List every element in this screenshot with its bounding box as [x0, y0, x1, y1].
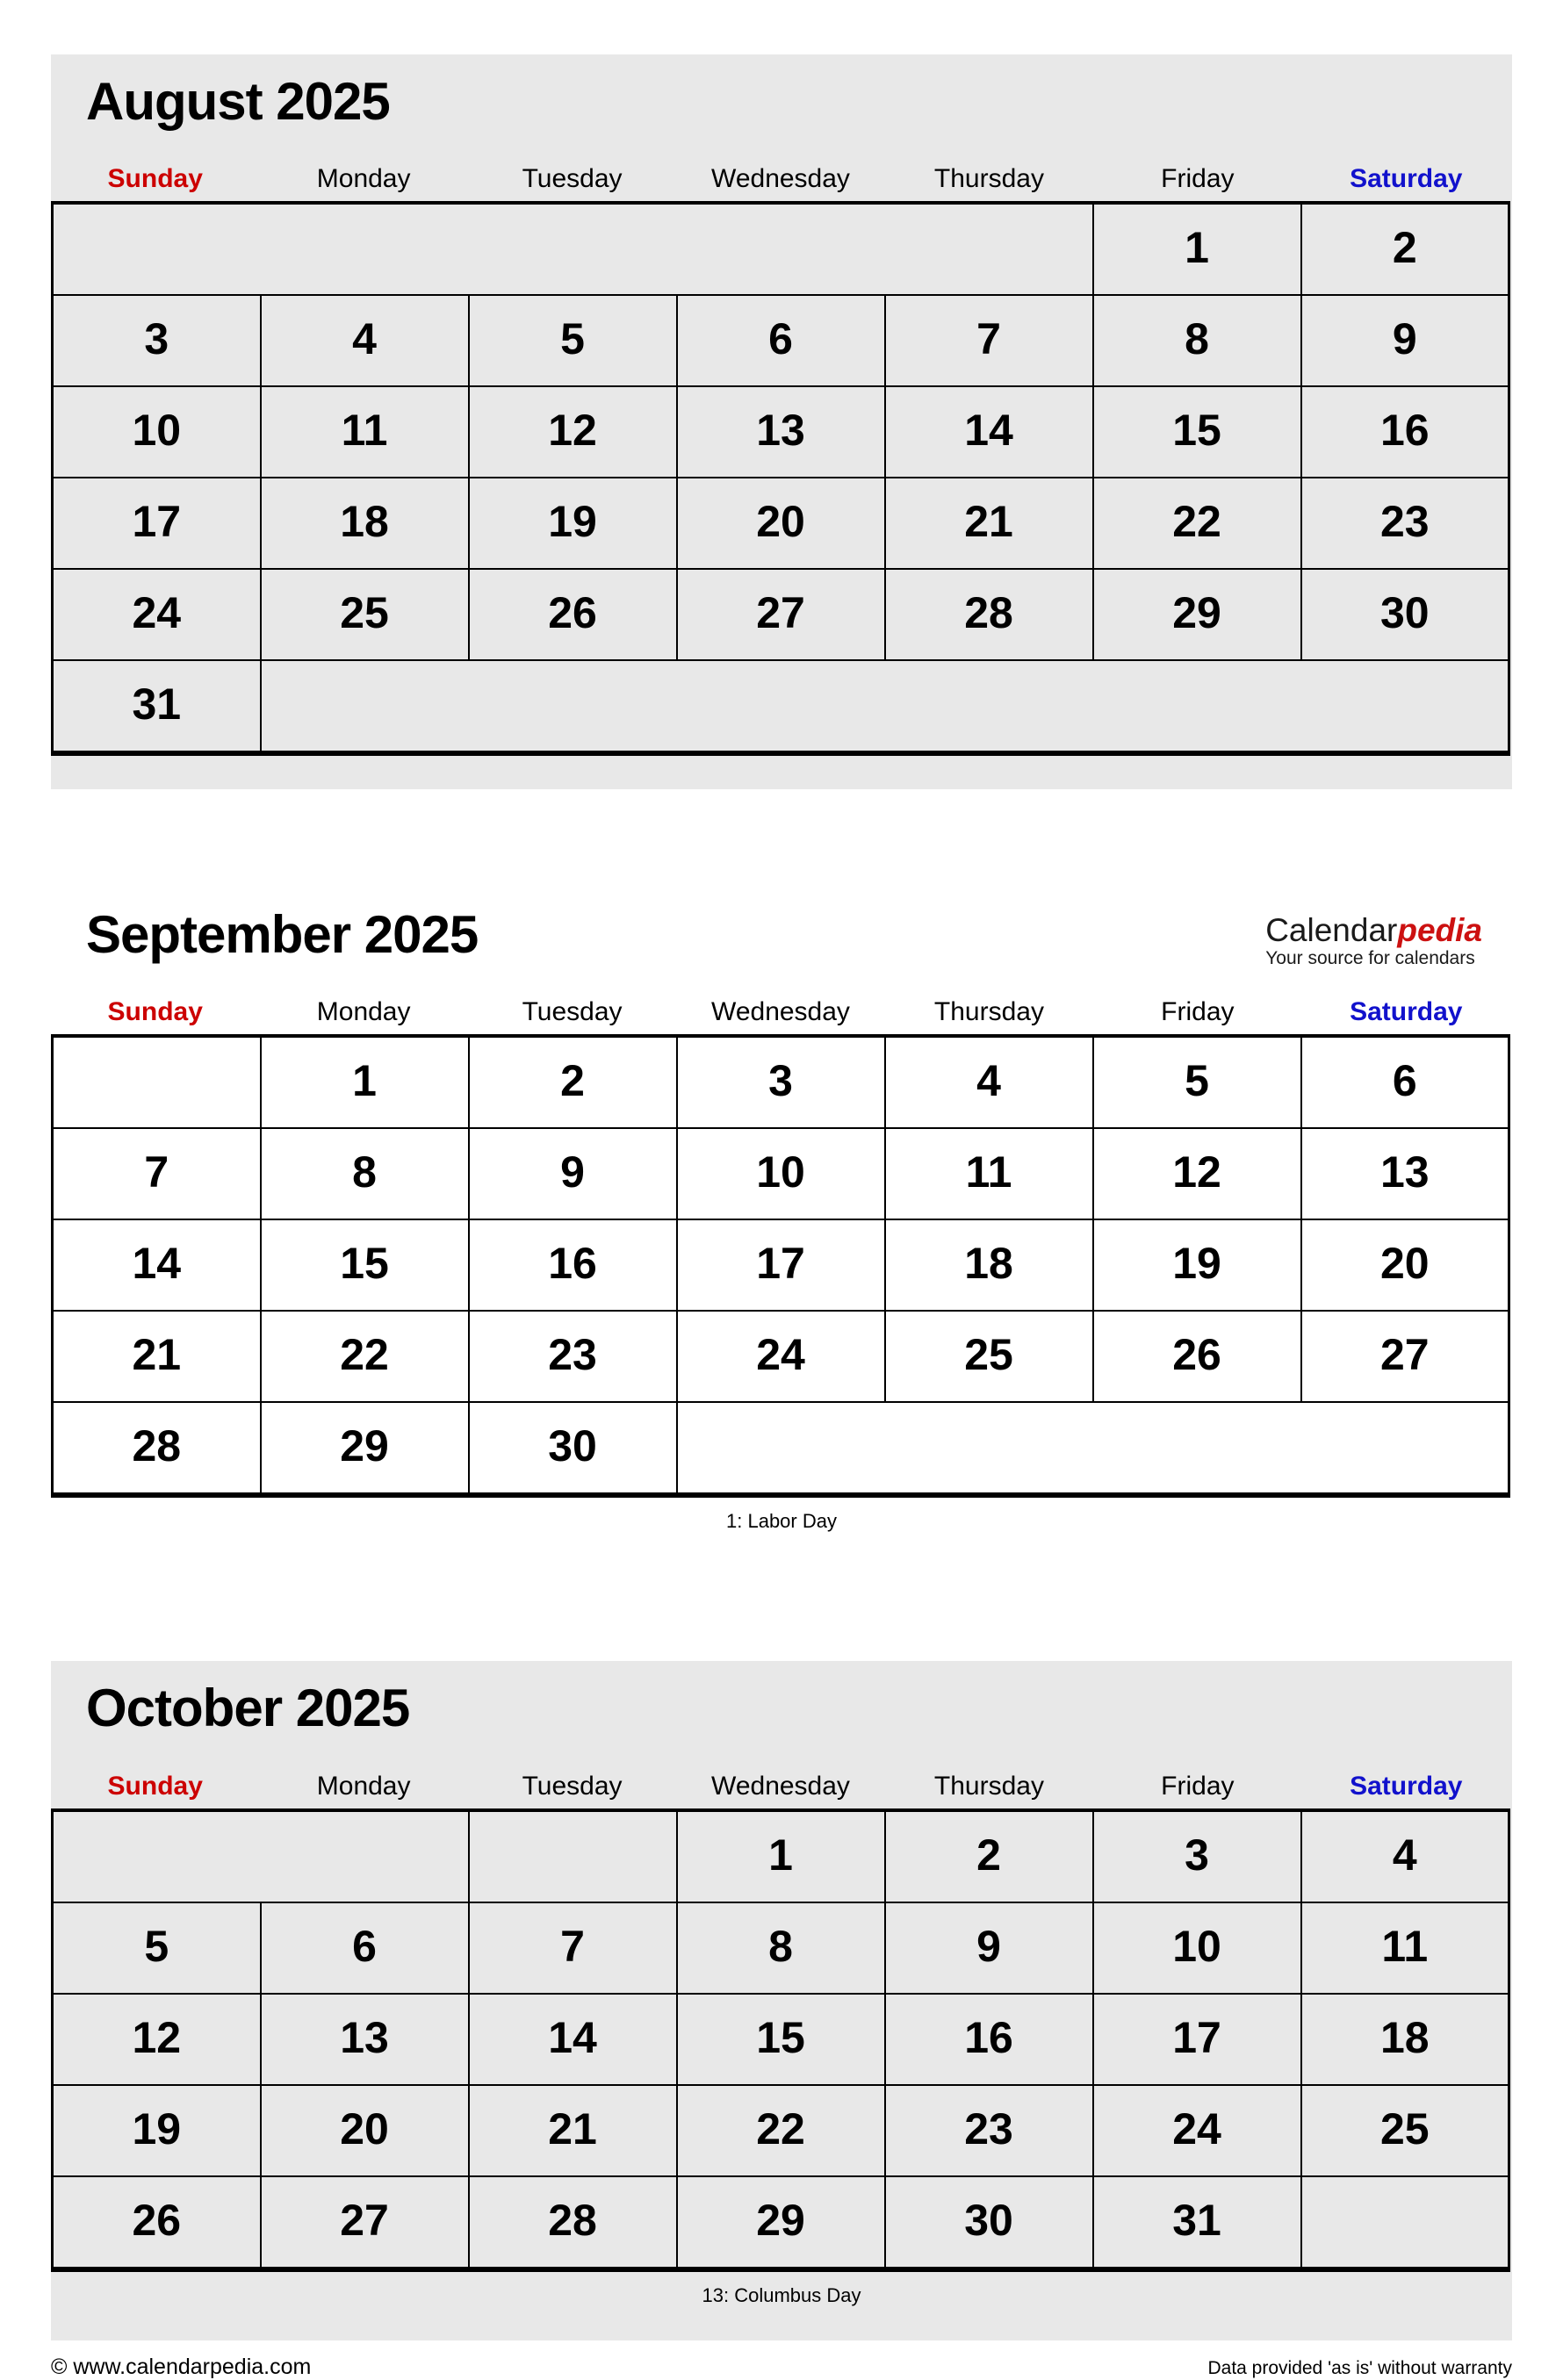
calendar-week-row [53, 295, 1509, 386]
day-cell-13: 13 [1301, 1128, 1509, 1219]
day-cell-16: 16 [1301, 386, 1509, 478]
day-cell-22: 22 [261, 1311, 469, 1402]
footer-copyright: © www.calendarpedia.com [51, 2354, 312, 2379]
day-cell-11: 11 [885, 1128, 1093, 1219]
day-cell-25: 25 [885, 1311, 1093, 1402]
day-cell-21: 21 [53, 1311, 261, 1402]
day-cell-15: 15 [1093, 386, 1301, 478]
day-cell-3: 3 [677, 1036, 885, 1128]
page-footer [51, 2355, 1512, 2380]
day-header-monday: Monday [316, 164, 411, 194]
holiday-note-october: 13: Columbus Day [702, 2283, 861, 2306]
day-header-thursday: Thursday [933, 997, 1044, 1027]
day-cell-20: 20 [261, 2085, 469, 2176]
day-cell-14: 14 [53, 1219, 261, 1311]
day-cell-15: 15 [677, 1994, 885, 2085]
day-header-saturday: Saturday [1350, 164, 1463, 194]
day-cell-5: 5 [53, 1902, 261, 1994]
top-margin [0, 0, 1563, 54]
logo-wordmark [1265, 914, 1482, 948]
day-header-thursday: Thursday [933, 164, 1044, 194]
calendar-week-row [53, 478, 1509, 569]
empty-cell [53, 203, 1093, 295]
day-cell-6: 6 [677, 295, 885, 386]
day-cell-27: 27 [677, 569, 885, 660]
month-section-august [51, 54, 1512, 789]
day-cell-30: 30 [885, 2176, 1093, 2269]
day-cell-31: 31 [53, 660, 261, 753]
day-header-wednesday: Wednesday [711, 1771, 850, 1801]
calendar-week-row [53, 660, 1509, 753]
day-header-tuesday: Tuesday [522, 164, 623, 194]
day-header-monday: Monday [316, 1771, 411, 1801]
calendar-week-row [53, 1810, 1509, 1902]
day-cell-12: 12 [53, 1994, 261, 2085]
day-cell-19: 19 [469, 478, 677, 569]
day-cell-2: 2 [1301, 203, 1509, 295]
logo-tagline: Your source for calendars [1265, 948, 1475, 969]
day-cell-23: 23 [1301, 478, 1509, 569]
month-title-september: September 2025 [86, 905, 479, 965]
day-cell-26: 26 [53, 2176, 261, 2269]
calendar-table-september [51, 1034, 1510, 1498]
empty-cell [261, 660, 1509, 753]
month-title-august: August 2025 [86, 72, 390, 131]
day-cell-18: 18 [1301, 1994, 1509, 2085]
section-gap [51, 1566, 1512, 1661]
day-header-friday: Friday [1161, 164, 1235, 194]
day-cell-18: 18 [885, 1219, 1093, 1311]
day-header-thursday: Thursday [933, 1771, 1044, 1801]
day-header-sunday: Sunday [107, 164, 203, 194]
day-cell-16: 16 [469, 1219, 677, 1311]
day-cell-19: 19 [1093, 1219, 1301, 1311]
day-header-monday: Monday [316, 997, 411, 1027]
day-cell-24: 24 [1093, 2085, 1301, 2176]
day-cell-7: 7 [53, 1128, 261, 1219]
day-cell-25: 25 [261, 569, 469, 660]
day-cell-15: 15 [261, 1219, 469, 1311]
day-cell-12: 12 [469, 386, 677, 478]
day-cell-30: 30 [469, 1402, 677, 1495]
day-cell-9: 9 [885, 1902, 1093, 1994]
day-cell-14: 14 [469, 1994, 677, 2085]
day-header-friday: Friday [1161, 1771, 1235, 1801]
day-header-row-september [51, 994, 1510, 1031]
day-cell-11: 11 [261, 386, 469, 478]
day-cell-21: 21 [885, 478, 1093, 569]
day-cell-10: 10 [1093, 1902, 1301, 1994]
day-cell-8: 8 [677, 1902, 885, 1994]
day-cell-8: 8 [1093, 295, 1301, 386]
calendar-table-october [51, 1808, 1510, 2272]
day-header-row-october [51, 1768, 1510, 1805]
day-cell-13: 13 [261, 1994, 469, 2085]
day-cell-23: 23 [885, 2085, 1093, 2176]
day-cell-30: 30 [1301, 569, 1509, 660]
day-cell-20: 20 [677, 478, 885, 569]
section-gap [51, 789, 1512, 888]
day-header-friday: Friday [1161, 997, 1235, 1027]
day-header-sunday: Sunday [107, 1771, 203, 1801]
empty-cell [53, 1810, 469, 1902]
day-cell-19: 19 [53, 2085, 261, 2176]
day-cell-28: 28 [469, 2176, 677, 2269]
day-cell-3: 3 [53, 295, 261, 386]
day-cell-12: 12 [1093, 1128, 1301, 1219]
day-cell-5: 5 [469, 295, 677, 386]
day-cell-29: 29 [1093, 569, 1301, 660]
day-cell-22: 22 [1093, 478, 1301, 569]
day-header-wednesday: Wednesday [711, 997, 850, 1027]
day-cell-26: 26 [1093, 1311, 1301, 1402]
day-cell-6: 6 [261, 1902, 469, 1994]
day-cell-22: 22 [677, 2085, 885, 2176]
day-cell-27: 27 [1301, 1311, 1509, 1402]
empty-cell [677, 1402, 1509, 1495]
day-cell-4: 4 [885, 1036, 1093, 1128]
logo-part-black: Calendar [1265, 912, 1398, 949]
day-header-wednesday: Wednesday [711, 164, 850, 194]
day-cell-10: 10 [677, 1128, 885, 1219]
day-cell-5: 5 [1093, 1036, 1301, 1128]
day-cell-1: 1 [261, 1036, 469, 1128]
calendar-week-row [53, 203, 1509, 295]
day-header-saturday: Saturday [1350, 997, 1463, 1027]
day-cell-26: 26 [469, 569, 677, 660]
calendar-week-row [53, 2085, 1509, 2176]
day-cell-1: 1 [1093, 203, 1301, 295]
day-cell-3: 3 [1093, 1810, 1301, 1902]
day-cell-21: 21 [469, 2085, 677, 2176]
september-title-row [51, 905, 1512, 994]
day-cell-2: 2 [469, 1036, 677, 1128]
calendar-week-row [53, 1402, 1509, 1495]
month-section-september [51, 888, 1512, 1566]
day-cell-6: 6 [1301, 1036, 1509, 1128]
calendar-week-row [53, 1994, 1509, 2085]
day-cell-17: 17 [677, 1219, 885, 1311]
day-cell-10: 10 [53, 386, 261, 478]
logo-part-red: pedia [1397, 912, 1482, 949]
day-cell-20: 20 [1301, 1219, 1509, 1311]
calendar-week-row [53, 1311, 1509, 1402]
day-cell-24: 24 [677, 1311, 885, 1402]
day-cell-9: 9 [1301, 295, 1509, 386]
day-cell-9: 9 [469, 1128, 677, 1219]
day-cell-28: 28 [53, 1402, 261, 1495]
empty-cell [53, 1036, 261, 1128]
day-cell-24: 24 [53, 569, 261, 660]
day-header-row-august [51, 161, 1510, 198]
calendar-week-row [53, 1036, 1509, 1128]
month-section-october [51, 1661, 1512, 2340]
day-cell-4: 4 [261, 295, 469, 386]
footer-disclaimer: Data provided 'as is' without warranty [1207, 2357, 1512, 2378]
day-header-tuesday: Tuesday [522, 1771, 623, 1801]
month-title-october: October 2025 [86, 1679, 410, 1738]
day-cell-13: 13 [677, 386, 885, 478]
calendar-week-row [53, 1219, 1509, 1311]
day-cell-14: 14 [885, 386, 1093, 478]
logo-calendarpedia [1265, 914, 1482, 968]
empty-cell [1301, 2176, 1509, 2269]
day-cell-2: 2 [885, 1810, 1093, 1902]
day-cell-29: 29 [261, 1402, 469, 1495]
calendar-table-august [51, 201, 1510, 756]
day-header-tuesday: Tuesday [522, 997, 623, 1027]
day-header-sunday: Sunday [107, 997, 203, 1027]
day-header-saturday: Saturday [1350, 1771, 1463, 1801]
calendar-week-row [53, 386, 1509, 478]
calendar-week-row [53, 1902, 1509, 1994]
day-cell-16: 16 [885, 1994, 1093, 2085]
day-cell-7: 7 [885, 295, 1093, 386]
day-cell-28: 28 [885, 569, 1093, 660]
day-cell-23: 23 [469, 1311, 677, 1402]
calendar-week-row [53, 1128, 1509, 1219]
day-cell-27: 27 [261, 2176, 469, 2269]
empty-cell [469, 1810, 677, 1902]
day-cell-17: 17 [1093, 1994, 1301, 2085]
holiday-note-september: 1: Labor Day [726, 1510, 837, 1533]
day-cell-4: 4 [1301, 1810, 1509, 1902]
day-cell-11: 11 [1301, 1902, 1509, 1994]
day-cell-17: 17 [53, 478, 261, 569]
day-cell-25: 25 [1301, 2085, 1509, 2176]
calendar-week-row [53, 2176, 1509, 2269]
day-cell-1: 1 [677, 1810, 885, 1902]
day-cell-31: 31 [1093, 2176, 1301, 2269]
day-cell-18: 18 [261, 478, 469, 569]
calendar-week-row [53, 569, 1509, 660]
day-cell-7: 7 [469, 1902, 677, 1994]
day-cell-29: 29 [677, 2176, 885, 2269]
day-cell-8: 8 [261, 1128, 469, 1219]
